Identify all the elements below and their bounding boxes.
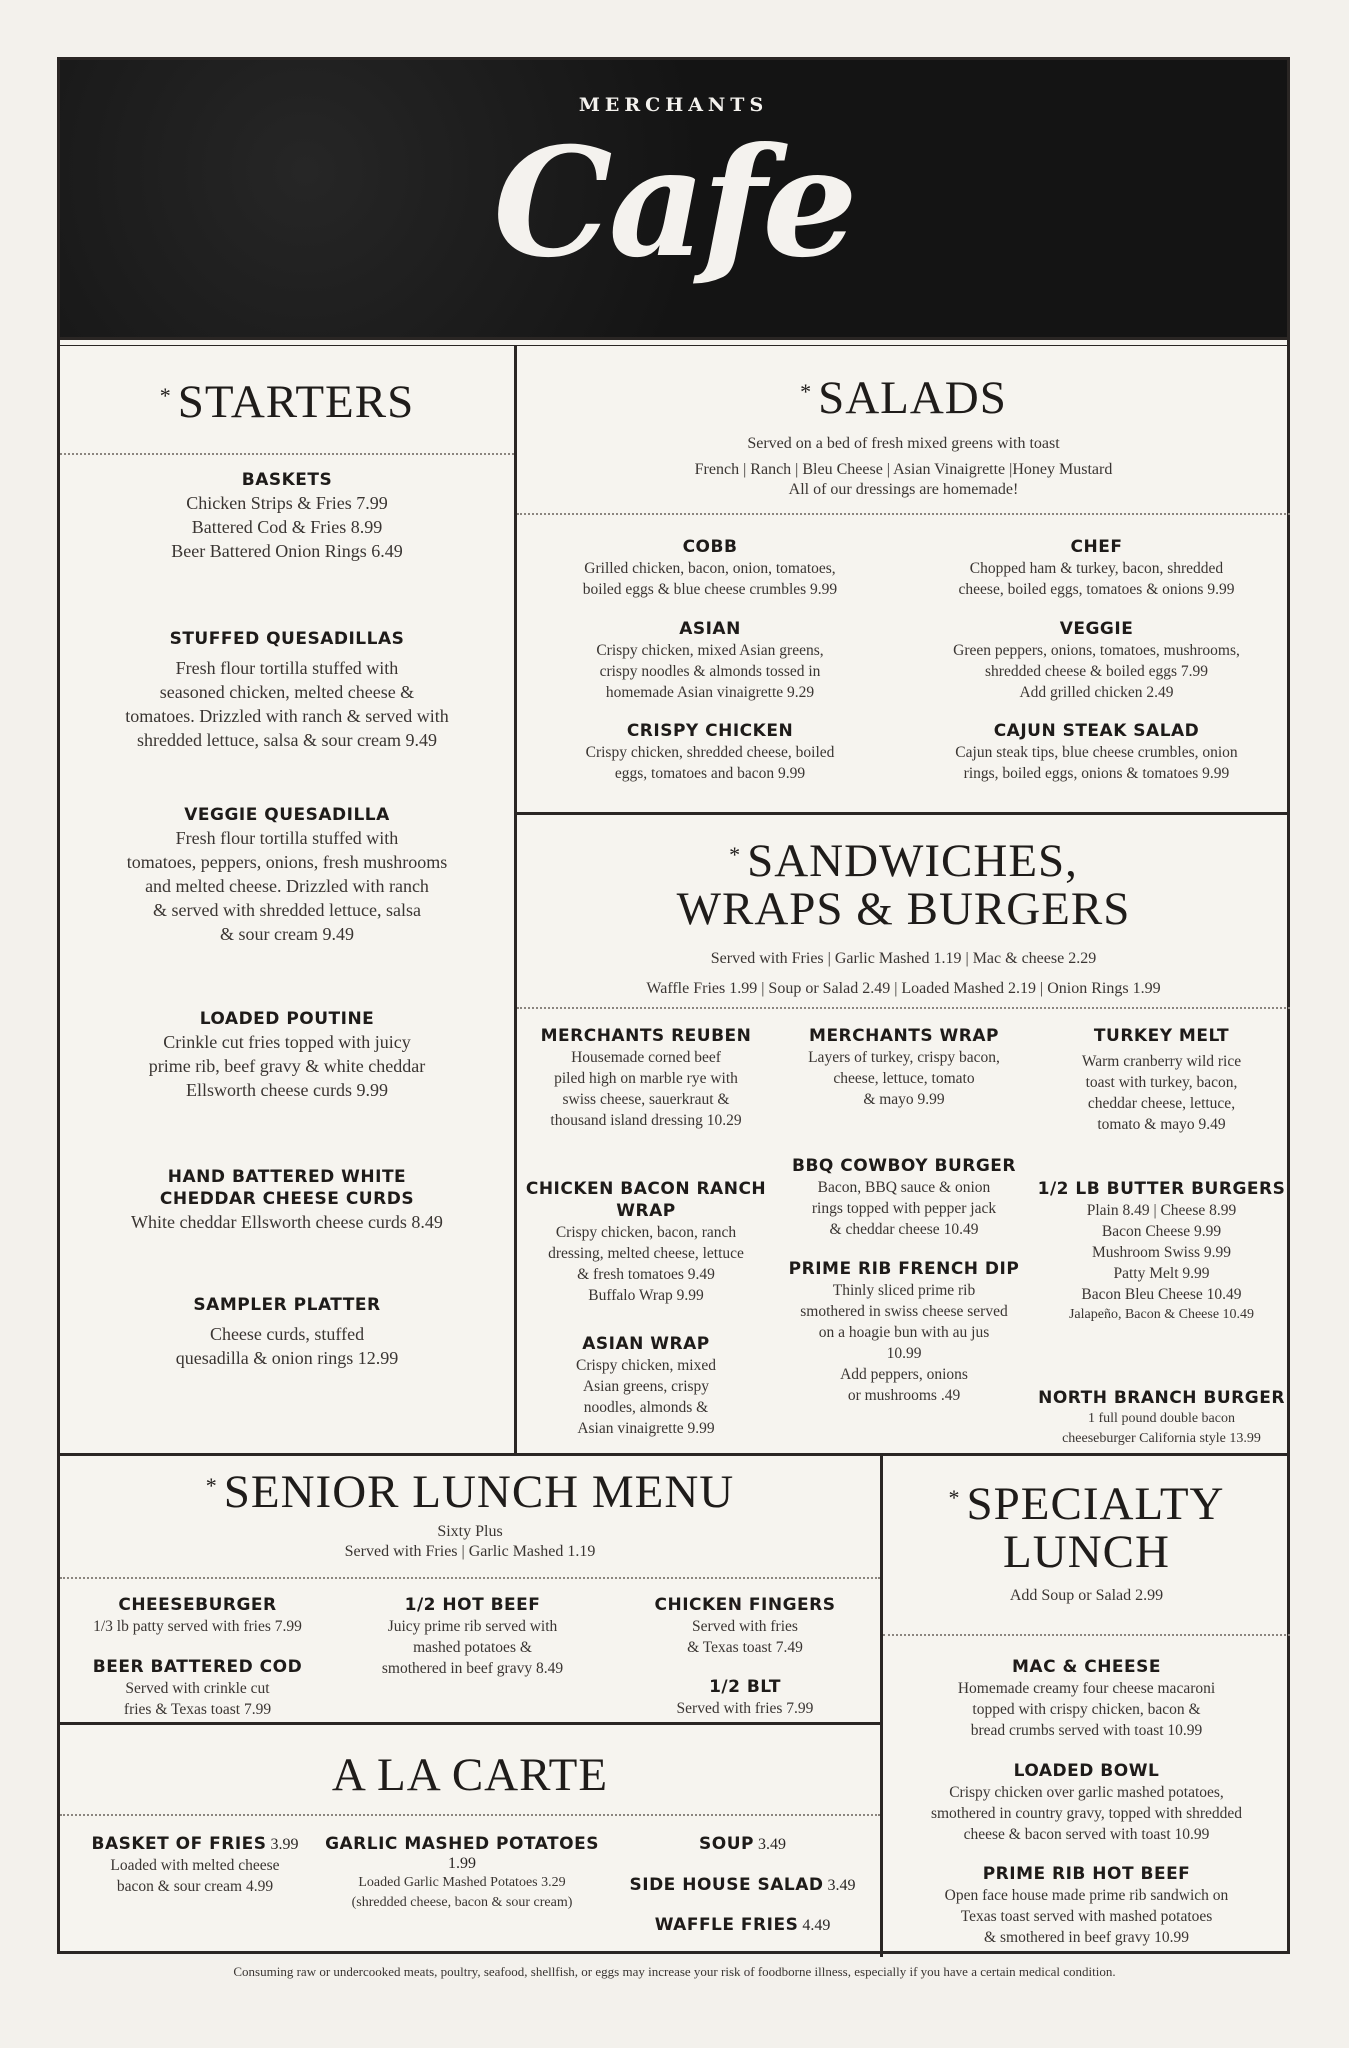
brand-top: MERCHANTS bbox=[578, 94, 769, 116]
senior-cheeseburger: CHEESEBURGER 1/3 lb patty served with fries 7.99 bbox=[93, 1595, 302, 1635]
sandwich-turkey-melt: TURKEY MELT Warm cranberry wild rice toast with turkey, bacon, cheddar cheese, lettuce, tomato & mayo 9.49 bbox=[1081, 1026, 1242, 1133]
sandwiches-title-line2: WRAPS & BURGERS bbox=[676, 883, 1131, 935]
senior-blt: 1/2 BLT Served with fries 7.99 bbox=[676, 1677, 814, 1717]
specialty-mac-cheese: MAC & CHEESE Homemade creamy four cheese macaroni topped with crispy chicken, bacon & bread crumbs served with toast 10.99 bbox=[957, 1657, 1216, 1739]
senior-beer-battered-cod: BEER BATTERED COD Served with crinkle cut fries & Texas toast 7.99 bbox=[92, 1657, 303, 1718]
alacarte-basket-of-fries: BASKET OF FRIES 3.99 Loaded with melted cheese bacon & sour cream 4.99 bbox=[91, 1834, 299, 1895]
brand-logo: Cafe bbox=[493, 115, 854, 291]
header-banner bbox=[60, 60, 1287, 338]
starter-veggie-quesadilla: VEGGIE QUESADILLA Fresh flour tortilla stuffed with tomatoes, peppers, onions, fresh mushrooms and melted cheese. Drizzled with ranch & served with shredded lettuce, salsa & sour cream 9.49 bbox=[126, 805, 448, 944]
specialty-panel: * SPECIALTY LUNCH Add Soup or Salad 2.99 MAC & CHEESE Homemade creamy four cheese macaroni topped with crispy chicken, bacon & bread crumbs served with toast 10.99 LOADED BOWL Crispy chicken over garlic mashed potatoes, smothered in country gravy, topped with shredded cheese & bacon served with toast 10.99 PRIME RIB HOT BEEF Open face house made prime rib sandwich on Texas toast served with mashed potatoes & smothered in beef gravy 10.99 bbox=[883, 1456, 1290, 1957]
sandwiches-title: * SANDWICHES, bbox=[729, 835, 1078, 887]
sandwich-chicken-bacon-ranch-wrap: CHICKEN BACON RANCH WRAP Crispy chicken, bacon, ranch dressing, melted cheese, lettuce & fresh tomatoes 9.49 Buffalo Wrap 9.99 bbox=[525, 1179, 767, 1304]
sandwich-merchants-reuben: MERCHANTS REUBEN Housemade corned beef piled high on marble rye with swiss cheese, sauerkraut & thousand island dressing 10.29 bbox=[540, 1026, 752, 1129]
specialty-title: * SPECIALTY bbox=[948, 1478, 1225, 1530]
sandwich-butter-burgers: 1/2 LB BUTTER BURGERS Plain 8.49 | Cheese 8.99 Bacon Cheese 9.99 Mushroom Swiss 9.99 Patty Melt 9.99 Bacon Bleu Cheese 10.49 Jalapeño, Bacon & Cheese 10.49 bbox=[1037, 1179, 1286, 1322]
specialty-title-line2: LUNCH bbox=[1003, 1526, 1170, 1578]
starter-loaded-poutine: LOADED POUTINE Crinkle cut fries topped with juicy prime rib, beef gravy & white cheddar Ellsworth cheese curds 9.99 bbox=[148, 1009, 426, 1100]
alacarte-garlic-mashed: GARLIC MASHED POTATOES 1.99 Loaded Garlic Mashed Potatoes 3.29 (shredded cheese, bacon & sour cream) bbox=[325, 1834, 599, 1910]
footer-disclaimer: Consuming raw or undercooked meats, poultry, seafood, shellfish, or eggs may increase your risk of foodborne illness, especially if you have a certain medical condition. bbox=[233, 1964, 1116, 1979]
senior-title: * SENIOR LUNCH MENU bbox=[205, 1466, 735, 1518]
sandwich-asian-wrap: ASIAN WRAP Crispy chicken, mixed Asian greens, crispy noodles, almonds & Asian vinaigrette 9.99 bbox=[576, 1334, 716, 1437]
sandwich-bbq-cowboy-burger: BBQ COWBOY BURGER Bacon, BBQ sauce & onion rings topped with pepper jack & cheddar cheese 10.49 bbox=[791, 1156, 1016, 1238]
starter-cheese-curds: HAND BATTERED WHITE CHEDDAR CHEESE CURDS White cheddar Ellsworth cheese curds 8.49 bbox=[131, 1167, 443, 1232]
starter-baskets: BASKETS Chicken Strips & Fries 7.99 Battered Cod & Fries 8.99 Beer Battered Onion Rings 6.49 bbox=[171, 470, 403, 561]
starters-title: * STARTERS bbox=[159, 376, 415, 428]
sandwiches-panel: * SANDWICHES, WRAPS & BURGERS Served with Fries | Garlic Mashed 1.19 | Mac & cheese 2.29 Waffle Fries 1.99 | Soup or Salad 2.49 | Loaded Mashed 2.19 | Onion Rings 1.99 MERCHANTS REUBEN Housemade corned beef piled high on marble rye with swiss cheese, sauerkraut & thousand island dressing 10.29 CHICKEN BACON RANCH WRAP Crispy chicken, bacon, ranch dressing, melted cheese, lettuce & fresh tomatoes 9.49 Buffalo Wrap 9.99 ASIAN WRAP Crispy chicken, mixed Asian greens, crispy noodles, almonds & Asian vinaigrette 9.99 MERCHANTS WRAP Layers of turkey, crispy bacon, cheese, lettuce, tomato & mayo 9.99 BBQ COWBOY BURGER Bacon, BBQ sauce & onion rings topped with pepper jack & cheddar cheese 10.49 PRIME RIB FRENCH DIP Thinly sliced prime rib smothered in swiss cheese served on a hoagie bun with au jus 10.99 Add peppers, onions or mushrooms .49 TURKEY MELT Warm cranberry wild rice toast with turkey, bacon, cheddar cheese, lettuce, tomato & mayo 9.49 1/2 LB BUTTER BURGERS Plain 8.49 | Cheese 8.99 Bacon Cheese 9.99 Mushroom Swiss 9.99 Patty Melt 9.99 Bacon Bleu Cheese 10.49 Jalapeño, Bacon & Cheese 10.49 NORTH BRANCH BURGER 1 full pound double bacon cheeseburger California style 13.99 bbox=[517, 815, 1290, 1453]
sandwich-north-branch-burger: NORTH BRANCH BURGER 1 full pound double bacon cheeseburger California style 13.99 bbox=[1038, 1388, 1285, 1446]
specialty-prime-rib-hot-beef: PRIME RIB HOT BEEF Open face house made prime rib sandwich on Texas toast served with mashed potatoes & smothered in beef gravy 10.99 bbox=[944, 1864, 1229, 1946]
senior-lunch-panel: * SENIOR LUNCH MENU Sixty Plus Served with Fries | Garlic Mashed 1.19 CHEESEBURGER 1/3 lb patty served with fries 7.99 BEER BATTERED COD Served with crinkle cut fries & Texas toast 7.99 1/2 HOT BEEF Juicy prime rib served with mashed potatoes & smothered in beef gravy 8.49 CHICKEN FINGERS Served with fries & Texas toast 7.49 1/2 BLT Served with fries 7.99 bbox=[60, 1456, 880, 1722]
specialty-loaded-bowl: LOADED BOWL Crispy chicken over garlic mashed potatoes, smothered in country gravy, topped with shredded cheese & bacon served with toast 10.99 bbox=[930, 1761, 1243, 1843]
salad-crispy-chicken: CRISPY CHICKEN Crispy chicken, shredded cheese, boiled eggs, tomatoes and bacon 9.99 bbox=[585, 721, 835, 782]
sandwich-prime-rib-french-dip: PRIME RIB FRENCH DIP Thinly sliced prime rib smothered in swiss cheese served on a hoagie bun with au jus 10.99 Add peppers, onions or mushrooms .49 bbox=[788, 1259, 1020, 1404]
sandwich-merchants-wrap: MERCHANTS WRAP Layers of turkey, crispy bacon, cheese, lettuce, tomato & mayo 9.99 bbox=[808, 1026, 1000, 1108]
alacarte-soup: SOUP 3.49 bbox=[699, 1834, 786, 1854]
senior-chicken-fingers: CHICKEN FINGERS Served with fries & Texas toast 7.49 bbox=[654, 1595, 836, 1656]
starter-sampler-platter: SAMPLER PLATTER Cheese curds, stuffed quesadilla & onion rings 12.99 bbox=[175, 1295, 399, 1368]
alacarte-title: A LA CARTE bbox=[331, 1749, 609, 1801]
menu-board bbox=[57, 57, 1290, 1954]
divider bbox=[60, 337, 1287, 340]
salad-chef: CHEF Chopped ham & turkey, bacon, shredded cheese, boiled eggs, tomatoes & onions 9.99 bbox=[958, 537, 1235, 598]
starter-stuffed-quesadillas: STUFFED QUESADILLAS Fresh flour tortilla stuffed with seasoned chicken, melted cheese & tomatoes. Drizzled with ranch & served with shredded lettuce, salsa & sour cream 9.49 bbox=[125, 629, 449, 750]
alacarte-panel bbox=[60, 1725, 880, 1957]
alacarte-waffle-fries: WAFFLE FRIES 4.49 bbox=[654, 1915, 831, 1935]
salad-asian: ASIAN Crispy chicken, mixed Asian greens, crispy noodles & almonds tossed in homemade Asian vinaigrette 9.29 bbox=[596, 619, 824, 701]
senior-hot-beef: 1/2 HOT BEEF Juicy prime rib served with mashed potatoes & smothered in beef gravy 8.49 bbox=[381, 1595, 564, 1677]
starters-panel bbox=[60, 346, 514, 1453]
salads-title: * SALADS bbox=[800, 372, 1007, 424]
salad-veggie: VEGGIE Green peppers, onions, tomatoes, mushrooms, shredded cheese & boiled eggs 7.99 Add grilled chicken 2.49 bbox=[953, 619, 1240, 701]
salads-panel: * SALADS Served on a bed of fresh mixed greens with toast French | Ranch | Bleu Cheese | Asian Vinaigrette |Honey Mustard All of our dressings are homemade! COBB Grilled chicken, bacon, onion, tomatoes, boiled eggs & blue cheese crumbles 9.99 CHEF Chopped ham & turkey, bacon, shredded cheese, boiled eggs, tomatoes & onions 9.99 ASIAN Crispy chicken, mixed Asian greens, crispy noodles & almonds tossed in homemade Asian vinaigrette 9.29 VEGGIE Green peppers, onions, tomatoes, mushrooms, shredded cheese & boiled eggs 7.99 Add grilled chicken 2.49 CRISPY CHICKEN Crispy chicken, shredded cheese, boiled eggs, tomatoes and bacon 9.99 CAJUN STEAK SALAD Cajun steak tips, blue cheese crumbles, onion rings, boiled eggs, onions & tomatoes 9.99 bbox=[517, 346, 1290, 812]
salad-cajun-steak: CAJUN STEAK SALAD Cajun steak tips, blue cheese crumbles, onion rings, boiled eggs, onions & tomatoes 9.99 bbox=[955, 721, 1238, 782]
salad-cobb: COBB Grilled chicken, bacon, onion, tomatoes, boiled eggs & blue cheese crumbles 9.99 bbox=[582, 537, 838, 598]
alacarte-side-house-salad: SIDE HOUSE SALAD 3.49 bbox=[629, 1875, 856, 1895]
